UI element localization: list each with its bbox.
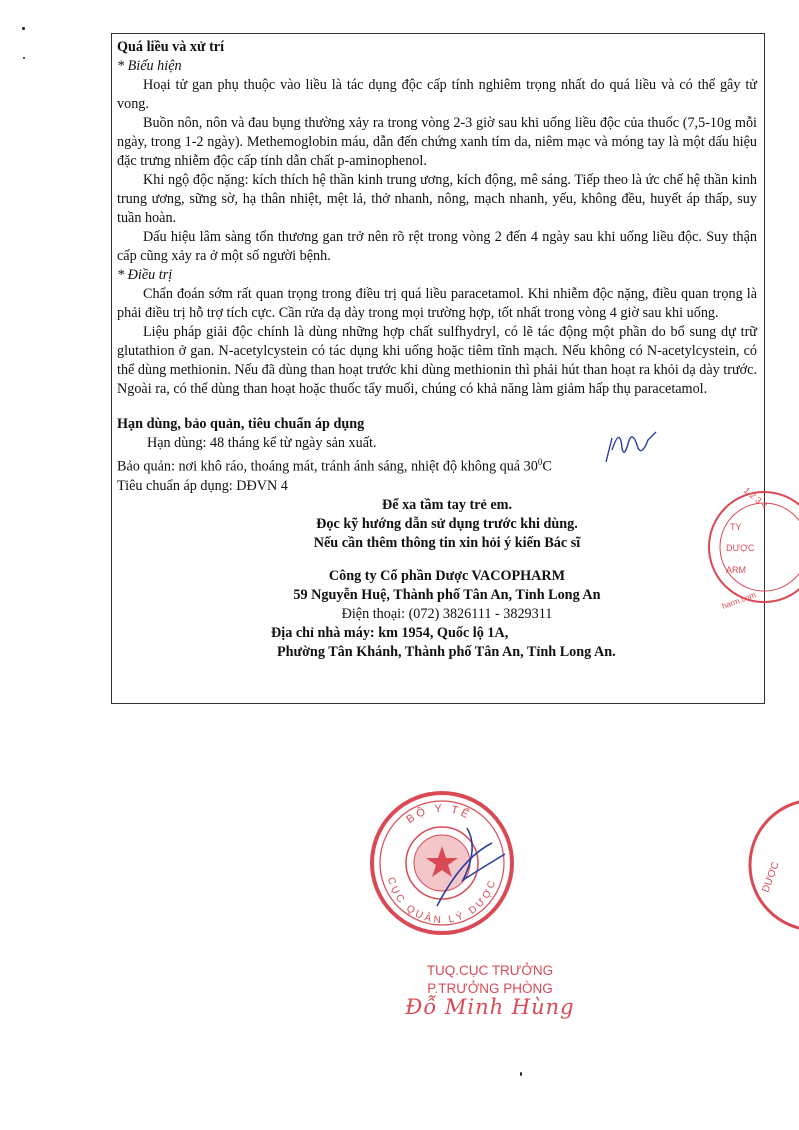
warning-consult-doctor: Nếu cần thêm thông tin xin hỏi ý kiến Bác sĩ bbox=[313, 534, 581, 551]
company-stamp bbox=[700, 485, 799, 615]
ministry-stamp-bottom-text: CỤC QUẢN LÝ DƯỢC bbox=[384, 876, 499, 927]
overdose-title: Quá liều và xử trí bbox=[117, 39, 225, 55]
symptoms-paragraph-1: Hoại tử gan phụ thuộc vào liều là tác dụng độc cấp tính nghiêm trọng nhất do quá liều và có thể gây tử vong. bbox=[117, 77, 757, 112]
company-phone: Điện thoại: (072) 3826111 - 3829311 bbox=[341, 605, 553, 622]
ministry-stamp bbox=[367, 788, 517, 938]
factory-address-line2: Phường Tân Khánh, Thành phố Tân An, Tỉnh Long An. bbox=[277, 643, 616, 660]
storage-conditions-text: Bảo quản: nơi khô ráo, thoáng mát, tránh ánh sáng, nhiệt độ không quá 30 bbox=[117, 458, 538, 475]
company-name: Công ty Cổ phần Dược VACOPHARM bbox=[328, 567, 566, 584]
approval-line2: P.TRƯỞNG PHÒNG bbox=[427, 981, 553, 996]
company-stamp-line3: ARM bbox=[726, 565, 746, 575]
ministry-stamp-top-text: BỘ Y TẾ bbox=[404, 802, 474, 826]
warnings-block bbox=[227, 496, 667, 553]
symptoms-paragraph-3: Khi ngộ độc nặng: kích thích hệ thần kinh trung ương, kích động, mê sáng. Tiếp theo là ức chế hệ thần kinh trung ương, sững sờ, hạ thân nhiệt, mệt lả, thở nhanh, nông, mạch nhanh, yếu, không đều, huyết áp thấp, suy tuần hoàn. bbox=[117, 172, 757, 226]
company-block bbox=[177, 567, 717, 662]
signature-scribble bbox=[598, 418, 668, 468]
approval-line1: TUQ.CỤC TRƯỞNG bbox=[426, 963, 554, 978]
scan-speck bbox=[23, 57, 25, 59]
company-stamp-arc: 1 2 3 4 bbox=[741, 485, 770, 511]
treatment-paragraph-1: Chẩn đoán sớm rất quan trọng trong điều trị quá liều paracetamol. Khi nhiễm độc nặng, điều quan trọng là phải điều trị hỗ trợ tích cực. Cần rửa dạ dày trong mọi trường hợp, tốt nhất trong vòng 4 giờ sau khi uống. bbox=[117, 286, 757, 321]
edge-stamp-text: DƯỢC bbox=[760, 860, 782, 895]
approval-block bbox=[380, 962, 600, 1019]
document-content bbox=[117, 38, 757, 662]
scan-speck bbox=[520, 1072, 522, 1076]
symptoms-heading: * Biểu hiện bbox=[117, 58, 182, 74]
edge-stamp bbox=[740, 795, 799, 935]
standard-line: Tiêu chuẩn áp dụng: DĐVN 4 bbox=[117, 477, 288, 494]
scan-speck bbox=[22, 27, 25, 30]
svg-text:BỘ Y TẾ bbox=[404, 803, 473, 826]
symptoms-paragraph-2: Buồn nôn, nôn và đau bụng thường xảy ra trong vòng 2-3 giờ sau khi uống liều độc của thuốc (7,5-10g mỗi ngày, trong 1-2 ngày). Methemoglobin máu, dẫn đến chứng xanh tím da, niêm mạc và móng tay là một dấu hiệu đặc trưng nhiễm độc cấp tính dẫn chất p-aminophenol. bbox=[117, 115, 757, 169]
storage-title: Hạn dùng, bảo quản, tiêu chuẩn áp dụng bbox=[117, 416, 365, 432]
degree-sup: 0 bbox=[537, 457, 543, 467]
symptoms-paragraph-4: Dấu hiệu lâm sàng tổn thương gan trở nên rõ rệt trong vòng 2 đến 4 ngày sau khi uống liều độc. Suy thận cấp cũng xảy ra ở một số người bệnh. bbox=[117, 229, 757, 264]
warning-read-instructions: Đọc kỹ hướng dẫn sử dụng trước khi dùng. bbox=[316, 515, 578, 532]
warning-children: Để xa tầm tay trẻ em. bbox=[382, 496, 512, 513]
company-stamp-line1: TY bbox=[730, 522, 742, 532]
degree-unit: C bbox=[542, 458, 552, 475]
company-address: 59 Nguyễn Huệ, Thành phố Tân An, Tỉnh Long An bbox=[293, 586, 601, 603]
factory-address-line1: Địa chỉ nhà máy: km 1954, Quốc lộ 1A, bbox=[271, 624, 509, 641]
signer-name: Đỗ Minh Hùng bbox=[405, 995, 575, 1019]
expiry-line: Hạn dùng: 48 tháng kể từ ngày sản xuất. bbox=[147, 435, 377, 451]
company-stamp-url: harm.com bbox=[720, 590, 758, 612]
company-stamp-line2: DƯỢC bbox=[726, 543, 755, 553]
treatment-paragraph-2: Liệu pháp giải độc chính là dùng những hợp chất sulfhydryl, có lẽ tác động một phần do bổ sung dự trữ glutathion ở gan. N-acetylcystein có tác dụng khi uống hoặc tiêm tĩnh mạch. Nếu không có N-acetylcystein, có thể dùng methionin. Nếu đã dùng than hoạt trước khi dùng methionin thì phải hút than hoạt ra khỏi dạ dày trước. Ngoài ra, có thể dùng than hoạt hoặc thuốc tẩy muối, chúng có khả năng làm giảm hấp thụ paracetamol. bbox=[117, 324, 757, 397]
treatment-heading: * Điều trị bbox=[117, 267, 173, 283]
